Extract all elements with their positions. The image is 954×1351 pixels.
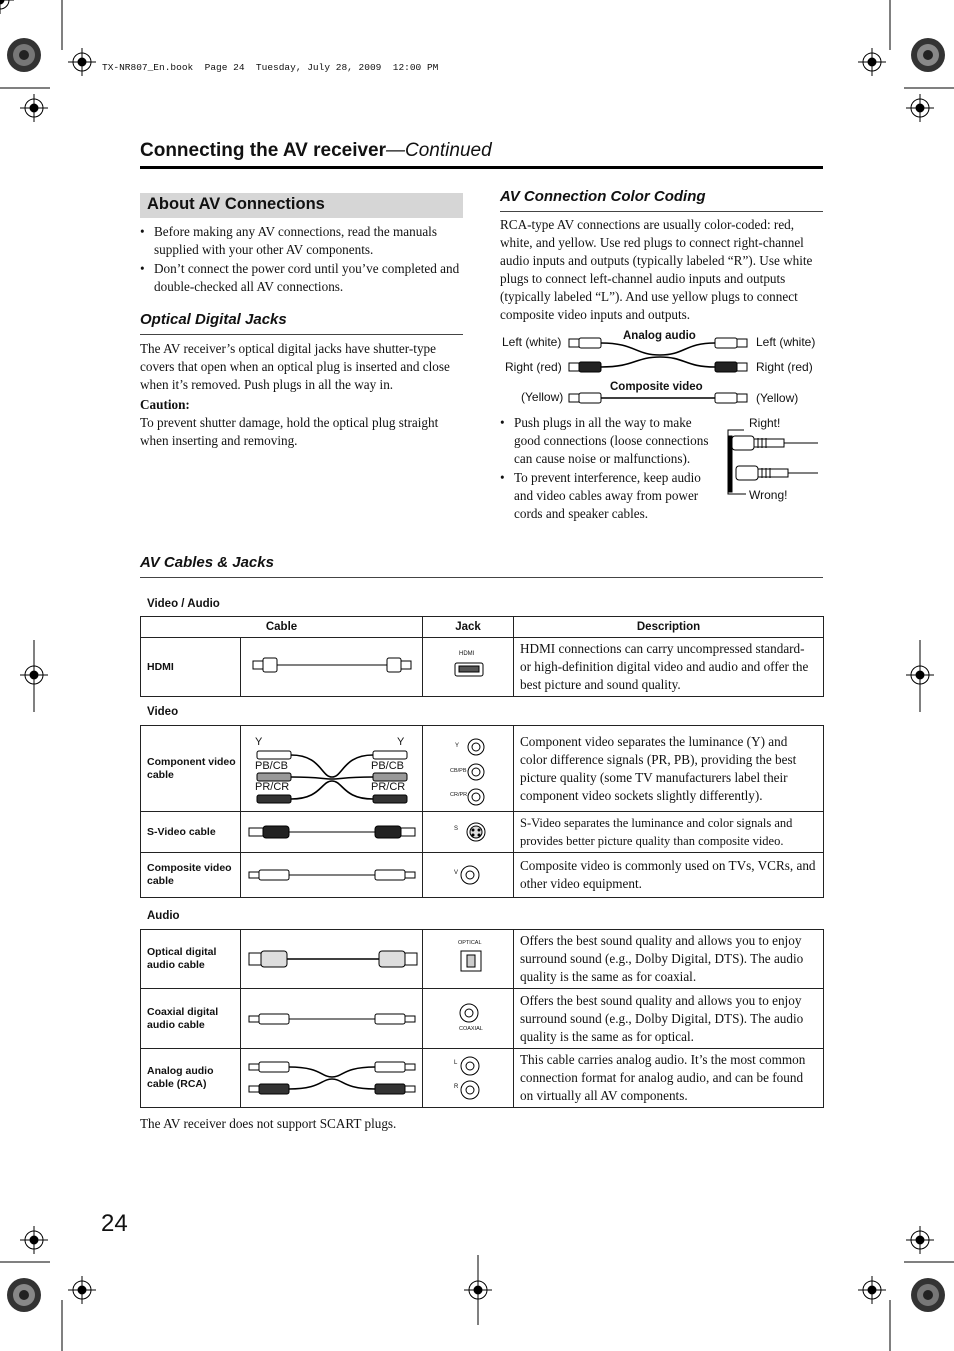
jack-label-pb: CB/PB: [450, 768, 467, 774]
table-audio: [140, 929, 824, 1108]
about-heading: [140, 193, 463, 218]
list-item: • To prevent interference, keep audio and video cables away from power cords and speaker cables.: [500, 469, 712, 523]
optical-jack-cell: [423, 930, 514, 989]
hdmi-jack-label: HDMI: [459, 651, 475, 657]
footnote: The AV receiver does not support SCART plugs.: [140, 1116, 397, 1131]
coaxial-cable-image: [241, 989, 423, 1049]
label-composite-video: Composite video: [610, 381, 703, 393]
section-rule: [140, 166, 823, 169]
desc-coaxial: Offers the best sound quality and allows you to enjoy surround sound (e.g., Dolby Digital, DTS). The audio quality is the same as for optical.: [514, 989, 824, 1049]
cable-name-hdmi: HDMI: [141, 638, 241, 697]
page-number: 24: [101, 1210, 128, 1237]
desc-svideo: S-Video separates the luminance and color signals and provides better picture quality than composite video.: [514, 812, 824, 853]
optical-text: The AV receiver’s optical digital jacks have shutter-type covers that open when an optical plug is inserted and close when it’s removed. Push plugs in all the way in.: [140, 341, 450, 392]
col-cable: Cable: [141, 617, 423, 638]
table-row: [141, 930, 824, 989]
label-wrong: Wrong!: [749, 488, 788, 502]
rca-jack-icon: [423, 990, 514, 1048]
jack-label-l: L: [454, 1060, 458, 1066]
label-yellow-left: (Yellow): [521, 390, 564, 404]
group-label-video: Video: [147, 706, 179, 718]
label-left-white: Left (white): [502, 335, 562, 349]
list-item: • Don’t connect the power cord until you’ve completed and double-checked all AV connections.: [140, 260, 464, 296]
label-right-correct: Right!: [749, 416, 781, 430]
label-right-red-right: Right (red): [756, 360, 813, 374]
composite-cable-image: [241, 853, 423, 898]
cable-name-composite: Composite video cable: [141, 853, 241, 898]
table-row: [141, 989, 824, 1049]
composite-jack-cell: [423, 853, 514, 898]
desc-analog: This cable carries analog audio. It’s the most common connection format for analog audio, and can be found on virtually all AV components.: [514, 1049, 824, 1108]
rca-jack-icon: [423, 1050, 514, 1106]
list-item: • Before making any AV connections, read the manuals supplied with your other AV components.: [140, 223, 464, 259]
plug-label-pb: PB/CB: [255, 760, 289, 772]
color-coding-bullets: [500, 414, 712, 524]
label-yellow-right: (Yellow): [756, 391, 799, 405]
cables-heading: AV Cables & Jacks: [140, 554, 274, 571]
cables-rule: [140, 577, 823, 578]
svideo-jack-cell: [423, 812, 514, 853]
hdmi-cable-image: [241, 638, 423, 697]
about-heading-text: About AV Connections: [147, 195, 325, 213]
caution-text: To prevent shutter damage, hold the optical plug straight when inserting and removing.: [140, 415, 439, 448]
plug-label-pr: PR/CR: [255, 781, 290, 793]
color-coding-rule: [500, 211, 823, 212]
caution-label: Caution:: [140, 397, 190, 412]
about-bullets: [140, 223, 464, 297]
table-video: [140, 725, 824, 898]
table-row: [141, 726, 824, 812]
jack-label-v: V: [454, 870, 459, 876]
jack-label-coaxial: COAXIAL: [459, 1026, 483, 1032]
cable-name-component: Component video cable: [141, 726, 241, 812]
table-header-row: [141, 617, 824, 638]
label-right-red: Right (red): [505, 360, 562, 374]
desc-hdmi: HDMI connections can carry uncompressed standard- or high-definition digital video and audio and offer the best picture and sound quality.: [514, 638, 824, 697]
table-row: [141, 812, 824, 853]
plug-label-pb-right: PB/CB: [371, 760, 405, 772]
jack-label-r: R: [454, 1084, 459, 1090]
cable-name-optical: Optical digital audio cable: [141, 930, 241, 989]
plug-label-y-right: Y: [397, 736, 405, 748]
group-label-video-audio: Video / Audio: [147, 598, 220, 610]
print-header: TX-NR807_En.book Page 24 Tuesday, July 28, 2009 12:00 PM: [102, 62, 439, 73]
cable-name-coaxial: Coaxial digital audio cable: [141, 989, 241, 1049]
color-coding-diagram: [565, 333, 755, 409]
group-label-audio: Audio: [147, 910, 180, 922]
jack-label-optical: OPTICAL: [458, 940, 482, 946]
rca-jack-icon: [423, 854, 514, 897]
analog-jack-cell: [423, 1049, 514, 1108]
color-coding-text: RCA-type AV connections are usually color-coded: red, white, and yellow. Use red plugs to connect right-channel audio inputs and outputs (typically labeled “R”). Use white plugs to connect left-channel audio inputs and outputs (typically labeled “L”). And use yellow plugs to connect composite video inputs and outputs.: [500, 217, 813, 322]
analog-cable-image: [241, 1049, 423, 1108]
table-row: [141, 853, 824, 898]
svideo-cable-image: [241, 812, 423, 853]
table-video-audio: [140, 616, 824, 697]
col-jack: Jack: [423, 617, 514, 638]
color-coding-heading: AV Connection Color Coding: [500, 188, 706, 205]
plug-label-pr-right: PR/CR: [371, 781, 406, 793]
hdmi-port-icon: [423, 640, 514, 694]
table-row: [141, 1049, 824, 1108]
rca-jack-icon: [423, 727, 514, 811]
plug-insertion-diagram: [722, 422, 822, 498]
optical-rule: [140, 334, 463, 335]
hdmi-jack-cell: [423, 638, 514, 697]
desc-optical: Offers the best sound quality and allows you to enjoy surround sound (e.g., Dolby Digital, DTS). The audio quality is the same as for coaxial.: [514, 930, 824, 989]
section-title: [140, 140, 492, 162]
cable-name-svideo: S-Video cable: [141, 812, 241, 853]
label-analog-audio: Analog audio: [623, 330, 696, 342]
jack-label-s: S: [454, 826, 459, 832]
desc-composite: Composite video is commonly used on TVs, VCRs, and other video equipment.: [514, 853, 824, 898]
label-left-white-right: Left (white): [756, 335, 816, 349]
col-description: Description: [514, 617, 824, 638]
list-item: • Push plugs in all the way to make good connections (loose connections can cause noise or malfunctions).: [500, 414, 712, 468]
desc-component: Component video separates the luminance (Y) and color difference signals (PR, PB), providing the best picture quality (some TV manufacturers label their component video sockets slightly differently).: [514, 726, 824, 812]
optical-heading: Optical Digital Jacks: [140, 311, 287, 328]
component-jack-cell: [423, 726, 514, 812]
jack-label-pr: CR/PR: [450, 792, 468, 798]
optical-cable-image: [241, 930, 423, 989]
svideo-port-icon: [423, 813, 514, 851]
plug-label-y: Y: [255, 736, 263, 748]
section-title-suffix: —Continued: [386, 140, 492, 161]
table-row: [141, 638, 824, 697]
jack-label-y: Y: [455, 743, 460, 749]
cable-name-analog: Analog audio cable (RCA): [141, 1049, 241, 1108]
section-title-text: Connecting the AV receiver: [140, 140, 387, 161]
coaxial-jack-cell: [423, 989, 514, 1049]
component-cable-image: [241, 726, 423, 812]
